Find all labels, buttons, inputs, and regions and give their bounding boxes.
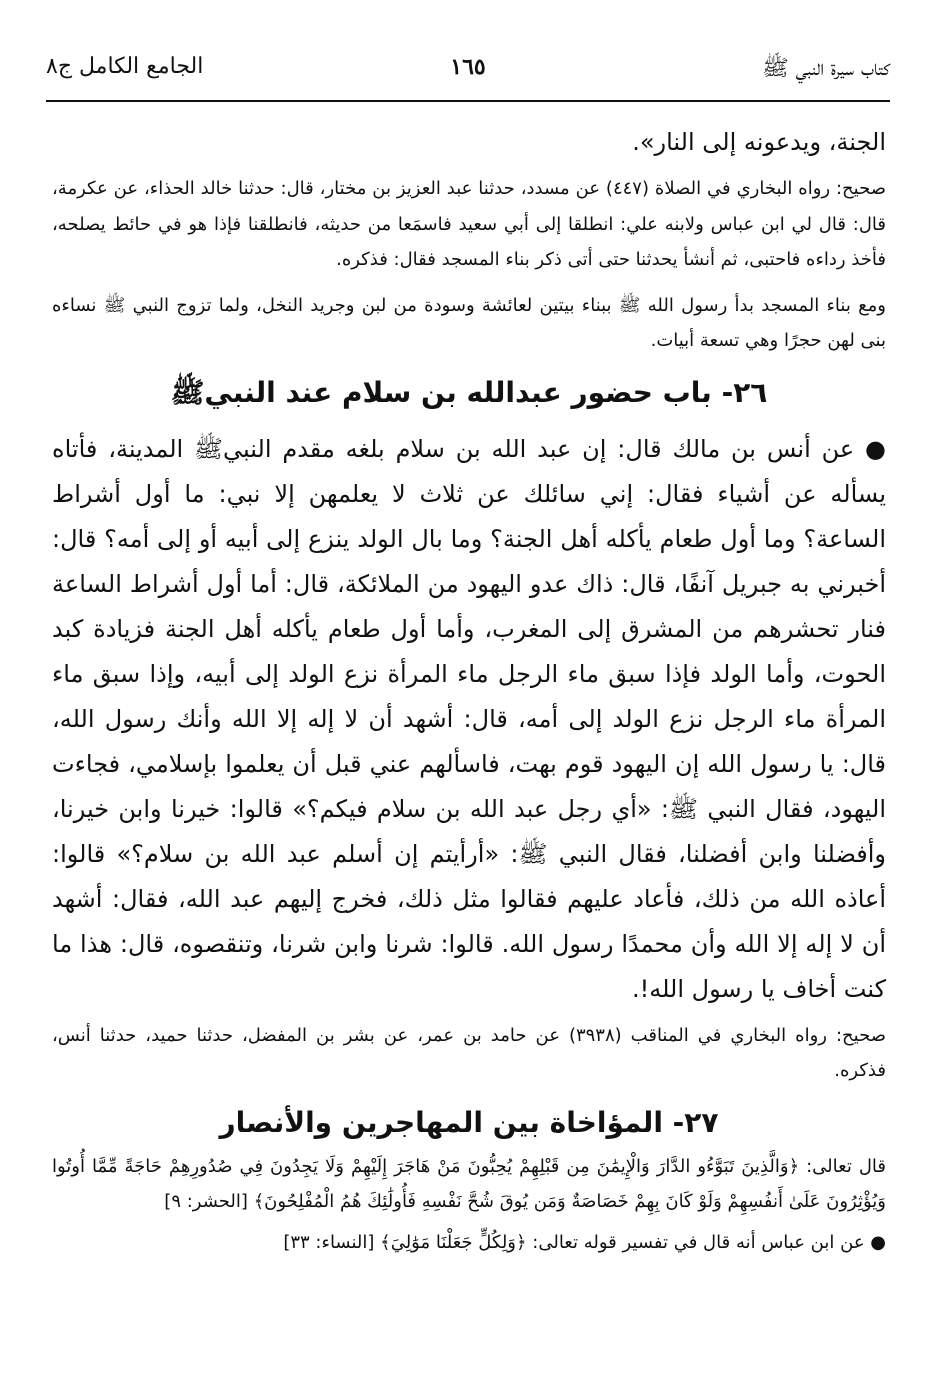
page-header <box>46 54 890 104</box>
book-title: كتاب سيرة النبي ﷺ <box>762 56 890 81</box>
paragraph-hadith-ending: الجنة، ويدعونه إلى النار». <box>632 128 886 156</box>
header-rule <box>46 100 890 102</box>
paragraph-ibn-abbas: ● عن ابن عباس أنه قال في تفسير قوله تعالى: ﴿وَلِكُلٍّ جَعَلْنَا مَوَٰلِيَ﴾ [النساء: ٣٣] <box>283 1231 886 1253</box>
section-heading-27: ٢٧- المؤاخاة بين المهاجرين والأنصار <box>219 1105 719 1139</box>
section-heading-26: ٢٦- باب حضور عبدالله بن سلام عند النبيﷺ <box>170 375 768 409</box>
paragraph-takhrij-2: صحيح: رواه البخاري في المناقب (٣٩٣٨) عن حامد بن عمر، عن بشر بن المفضل، حدثنا حميد، حدثنا أنس، فذكره. <box>52 1024 886 1081</box>
paragraph-houses-note: ومع بناء المسجد بدأ رسول الله ﷺ ببناء بيتين لعائشة وسودة من لبن وجريد النخل، ولما تزوج النبي ﷺ نساءه بنى لهن حجرًا وهي تسعة أبيات. <box>52 294 886 351</box>
page-body <box>52 120 886 1260</box>
series-title: الجامع الكامل ج٨ <box>46 54 204 79</box>
page-number: ١٦٥ <box>450 54 486 80</box>
paragraph-takhrij-1: صحيح: رواه البخاري في الصلاة (٤٤٧) عن مسدد، حدثنا عبد العزيز بن مختار، قال: حدثنا خالد الحذاء، عن عكرمة، قال: قال لي ابن عباس ولابنه علي: انطلقا إلى أبي سعيد فاسمَعا من حديثه، فانطلقنا فإذا هو في حائط يصلحه، فأخذ رداءه فاحتبى، ثم أنشأ يحدثنا حتى أتى ذكر بناء المسجد فقال: فذكره. <box>52 178 886 270</box>
paragraph-hadith-ibn-salam: ● عن أنس بن مالك قال: إن عبد الله بن سلام بلغه مقدم النبيﷺ المدينة، فأتاه يسأله عن أشياء فقال: إني سائلك عن ثلاث لا يعلمهن إلا نبي: ما أول أشراط الساعة؟ وما أول طعام يأكله أهل الجنة؟ وما بال الولد ينزع إلى أبيه أو إلى أمه؟ قال: أخبرني به جبريل آنفًا، قال: ذاك عدو اليهود من الملائكة، قال: أما أول أشراط الساعة فنار تحشرهم من المشرق إلى المغرب، وأما أول طعام يأكله أهل الجنة فزيادة كبد الحوت، وأما الولد فإذا سبق ماء الرجل ماء المرأة نزع الولد إلى أبيه، وإذا سبق ماء المرأة ماء الرجل نزع الولد إلى أمه، قال: أشهد أن لا إله إلا الله وأنك رسول الله، قال: يا رسول الله إن اليهود قوم بهت، فاسألهم عني قبل أن يعلموا بإسلامي، فجاءت اليهود، فقال النبي ﷺ: «أي رجل عبد الله بن سلام فيكم؟» قالوا: خيرنا وابن خيرنا، وأفضلنا وابن أفضلنا، فقال النبي ﷺ: «أرأيتم إن أسلم عبد الله بن سلام؟» قالوا: أعاذه الله من ذلك، فأعاد عليهم فقالوا مثل ذلك، فخرج إليهم عبد الله، فقال: أشهد أن لا إله إلا الله وأن محمدًا رسول الله. قالوا: شرنا وابن شرنا، وتنقصوه، قال: هذا ما كنت أخاف يا رسول الله!. <box>52 434 886 1003</box>
paragraph-quran-hashr: قال تعالى: ﴿وَالَّذِينَ تَبَوَّءُو الدَّارَ وَالْإِيمَٰنَ مِن قَبْلِهِمْ يُحِبُّونَ مَنْ هَاجَرَ إِلَيْهِمْ وَلَا يَجِدُونَ فِي صُدُورِهِمْ حَاجَةً مِّمَّا أُوتُوا وَيُؤْثِرُونَ عَلَىٰ أَنفُسِهِمْ وَلَوْ كَانَ بِهِمْ خَصَاصَةٌ وَمَن يُوقَ شُحَّ نَفْسِهِ فَأُولَٰئِكَ هُمُ الْمُفْلِحُونَ﴾ [الحشر: ٩] <box>52 1155 886 1212</box>
